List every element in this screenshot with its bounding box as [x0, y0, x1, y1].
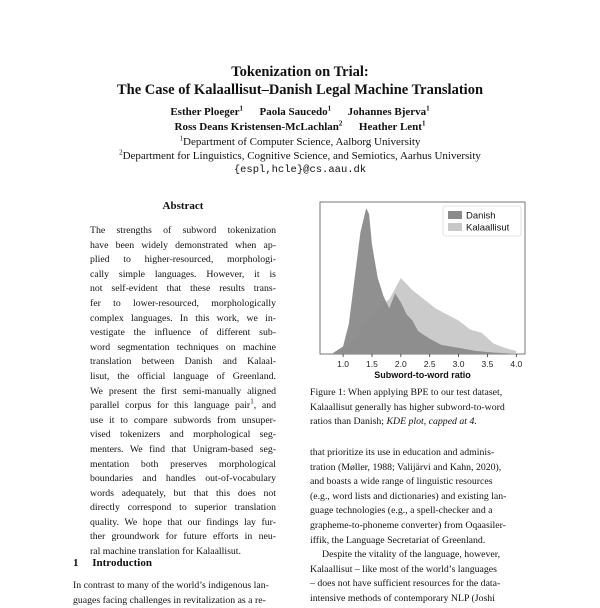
- abstract-line-text: word segmentation techniques on machine: [90, 341, 276, 353]
- body-line: guage technologies (e.g., a spell-checker and a: [310, 505, 493, 517]
- abstract-line-text: vised tokenizers and morphological seg-: [90, 429, 276, 441]
- abstract-line: [90, 341, 276, 356]
- x-tick-label: 2.0: [394, 359, 407, 369]
- caption-line: Figure 1: When applying BPE to our test dataset,: [310, 387, 503, 398]
- abstract-line: [90, 224, 276, 239]
- abstract-line-text: ther groundwork for future efforts in neu-: [90, 531, 276, 543]
- abstract-line-text: quality. We hope that our findings lay fur-: [90, 516, 276, 528]
- paper-title-line1: Tokenization on Trial:: [231, 64, 369, 80]
- body-line: (e.g., word lists and dictionaries) and existing lan-: [310, 490, 507, 502]
- author-sup: 1: [327, 104, 332, 113]
- footnote-mark: 1: [250, 397, 254, 406]
- author-name: Ross Deans Kristensen-McLachlan: [174, 121, 339, 133]
- paragraph-1: [310, 446, 532, 548]
- abstract-line: [90, 530, 276, 545]
- affiliation-sup: 2: [119, 148, 123, 157]
- intro-body: [73, 579, 293, 608]
- body-line: – does not have sufficient resources for the data-: [310, 578, 501, 590]
- body-line: In contrast to many of the world’s indigenous lan-: [73, 580, 269, 591]
- section-title: Introduction: [92, 557, 152, 569]
- abstract-line-text: mentation both preserves morphological: [90, 458, 276, 470]
- caption-line: Kalaallisut generally has higher subword-to-word: [310, 401, 505, 413]
- abstract-line: [90, 282, 276, 297]
- x-tick-label: 1.0: [337, 359, 350, 369]
- abstract-line: [90, 312, 276, 327]
- author-sup: 1: [426, 104, 430, 113]
- caption-italic: KDE plot, capped at 4.: [386, 416, 477, 428]
- right-column-body: [310, 446, 532, 607]
- abstract-line-text: use it to compare subwords from unsuper-: [90, 414, 276, 426]
- abstract-line-text: boundaries and handles out-of-vocabulary: [90, 473, 276, 485]
- abstract-line: [90, 355, 276, 370]
- body-line: and boasts a wide range of linguistic resources: [310, 476, 493, 488]
- authors-line2: [0, 121, 600, 133]
- x-tick-label: 3.0: [452, 359, 465, 369]
- body-line: grapheme-to-phoneme converter) from Oqaasiler-: [310, 519, 506, 531]
- abstract-line: [90, 428, 276, 443]
- legend-swatch-kalaallisut: [448, 223, 462, 231]
- abstract-line-text: vestigate the influence of different sub-: [90, 327, 276, 339]
- body-line: iffik, the Language Secretariat of Greenland.: [310, 534, 486, 546]
- author-sup: 1: [421, 119, 426, 128]
- abstract-line-text: directly correspond to superior translation: [90, 502, 276, 514]
- abstract-line: [90, 268, 276, 283]
- affiliation-sup: 1: [179, 134, 184, 143]
- abstract-line: [90, 370, 276, 385]
- paper-title-line2: The Case of Kalaallisut–Danish Legal Machine Translation: [116, 82, 484, 98]
- figure-caption: [310, 386, 530, 430]
- author-name: Heather Lent: [358, 121, 422, 133]
- legend-label-kalaallisut: Kalaallisut: [466, 222, 510, 234]
- abstract-line-text: ral machine translation for Kalaallisut.: [90, 546, 241, 558]
- abstract-line-text: menters. We find that Unigram-based seg-: [90, 443, 276, 455]
- abstract-line: [90, 443, 276, 458]
- x-tick-label: 2.5: [423, 359, 436, 369]
- body-line: Despite the vitality of the language, however,: [322, 549, 501, 561]
- abstract-line: [90, 297, 276, 312]
- abstract-line-tail: , and: [253, 400, 277, 412]
- abstract-line-text: parallel corpus for this language pair: [90, 400, 251, 412]
- abstract-line: [90, 239, 276, 254]
- author-name: Johannes Bjerva: [347, 106, 427, 118]
- kde-chart: [300, 196, 530, 378]
- abstract-line: [90, 516, 276, 531]
- x-tick-label: 3.5: [481, 359, 494, 369]
- affiliation-2: [0, 150, 600, 162]
- abstract-line: [90, 399, 276, 414]
- abstract-line: [90, 326, 276, 341]
- x-tick-label: 4.0: [510, 359, 523, 369]
- x-axis-label: Subword-to-word ratio: [374, 370, 471, 378]
- abstract-line-text: We present the first semi-manually aligned: [90, 385, 276, 397]
- abstract-line-text: not self-evident that these results trans-: [90, 283, 276, 295]
- authors-line1: [0, 106, 600, 118]
- x-tick-label: 1.5: [366, 359, 378, 369]
- abstract-line-text: translation between Danish and Kalaal-: [90, 356, 276, 368]
- affiliation-1: [0, 136, 600, 148]
- affiliation-text: Department for Linguistics, Cognitive Science, and Semiotics, Aarhus University: [122, 150, 481, 162]
- abstract-body: [90, 224, 276, 560]
- abstract-heading: Abstract: [162, 200, 204, 212]
- body-line: that prioritize its use in education and adminis-: [310, 447, 495, 458]
- email: {espl,hcle}@cs.aau.dk: [233, 164, 367, 176]
- abstract-line: [90, 472, 276, 487]
- body-line: tration (Møller, 1988; Valijärvi and Kahn, 2020),: [310, 461, 502, 473]
- abstract-line-text: lisut, the official language of Greenland.: [90, 370, 276, 382]
- intro-heading: [73, 557, 152, 569]
- author-sup: 1: [239, 104, 243, 113]
- caption-line: ratios than Danish;: [310, 416, 385, 428]
- abstract-line-text: complex languages. In this work, we in-: [90, 312, 276, 324]
- affiliation-text: Department of Computer Science, Aalborg University: [183, 136, 421, 148]
- abstract-line: [90, 487, 276, 502]
- abstract-line-text: plied to higher-resourced, morphologi-: [90, 254, 276, 266]
- paragraph-2: [310, 548, 532, 606]
- body-line: guages facing challenges in revitalization as a re-: [73, 594, 266, 606]
- abstract-line: [90, 458, 276, 473]
- abstract-line: [90, 253, 276, 268]
- abstract-line-text: The strengths of subword tokenization: [90, 225, 276, 236]
- body-line: Kalaallisut – like most of the world’s languages: [310, 563, 497, 575]
- abstract-line: [90, 414, 276, 429]
- author-sup: 2: [338, 119, 343, 128]
- section-number: 1: [73, 557, 79, 569]
- author-name: Paola Saucedo: [259, 106, 328, 118]
- body-line: intensive methods of contemporary NLP (Joshi: [310, 592, 495, 604]
- abstract-line: [90, 501, 276, 516]
- abstract-lines: [90, 224, 276, 560]
- legend-swatch-danish: [448, 211, 462, 219]
- abstract-line-text: cally simple languages. However, it is: [90, 268, 276, 280]
- abstract-line-text: have been widely demonstrated when ap-: [90, 239, 276, 251]
- legend-label-danish: Danish: [466, 210, 496, 222]
- abstract-line-text: fer to lower-resourced, morphologically: [90, 297, 276, 309]
- abstract-line: [90, 385, 276, 400]
- author-name: Esther Ploeger: [170, 106, 240, 118]
- abstract-line-text: words adequately, but that this does not: [90, 487, 276, 499]
